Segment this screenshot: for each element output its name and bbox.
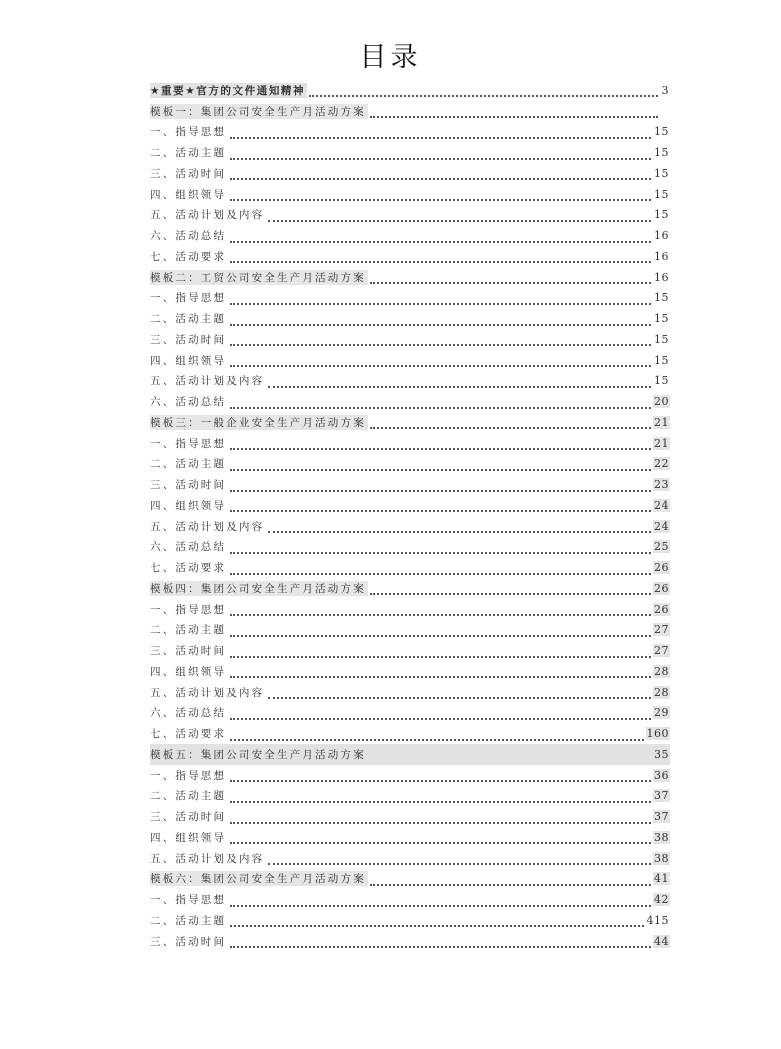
toc-entry[interactable]	[150, 931, 670, 952]
toc-entry[interactable]	[150, 184, 670, 205]
toc-entry[interactable]	[150, 288, 670, 309]
toc-dot-leader	[230, 500, 651, 512]
toc-dot-leader	[230, 168, 651, 180]
toc-dot-leader	[370, 106, 658, 118]
toc-entry[interactable]	[150, 682, 670, 703]
toc-page-number: 29	[654, 706, 669, 720]
toc-entry-label: 七、活动要求	[150, 250, 227, 263]
toc-page-number: 15	[654, 187, 669, 201]
toc-page-number: 3	[661, 83, 669, 97]
toc-page-number: 23	[654, 478, 669, 492]
toc-dot-leader	[230, 563, 651, 575]
toc-entry-label: 一、指导思想	[150, 126, 227, 139]
toc-page-number: 41	[654, 872, 669, 886]
toc-page-number: 24	[654, 519, 669, 533]
toc-entry-label: 五、活动计划及内容	[150, 852, 265, 865]
toc-entry[interactable]	[150, 350, 670, 371]
toc-page-number: 27	[654, 623, 669, 637]
toc-dot-leader	[230, 251, 651, 263]
toc-section-entry[interactable]	[150, 412, 670, 433]
toc-section-entry[interactable]	[150, 80, 670, 101]
toc-page-number: 28	[654, 685, 669, 699]
toc-dot-leader	[268, 376, 651, 388]
toc-entry-label: 四、组织领导	[150, 188, 227, 201]
toc-entry-label: 三、活动时间	[150, 811, 227, 824]
toc-page-number: 38	[654, 830, 669, 844]
toc-entry-label: 一、指导思想	[150, 894, 227, 907]
toc-entry[interactable]	[150, 246, 670, 267]
toc-entry-label: 四、组织领导	[150, 354, 227, 367]
toc-entry-label: 四、组织领导	[150, 665, 227, 678]
toc-entry-label: 六、活动总结	[150, 707, 227, 720]
toc-entry[interactable]	[150, 889, 670, 910]
toc-entry[interactable]	[150, 910, 670, 931]
toc-entry-label: 模板三：一般企业安全生产月活动方案	[150, 416, 366, 429]
toc-entry-label: 模板一：集团公司安全生产月活动方案	[150, 105, 366, 118]
toc-entry[interactable]	[150, 308, 670, 329]
toc-page-number: 25	[654, 540, 669, 554]
toc-entry[interactable]	[150, 786, 670, 807]
toc-page-number: 28	[654, 664, 669, 678]
toc-entry-label: 七、活动要求	[150, 728, 227, 741]
toc-entry-label: 二、活动主题	[150, 790, 227, 803]
toc-dot-leader	[268, 853, 651, 865]
toc-dot-leader	[230, 646, 651, 658]
toc-page-number: 16	[654, 249, 669, 263]
toc-entry[interactable]	[150, 848, 670, 869]
toc-page-number: 15	[654, 166, 669, 180]
toc-entry-label: 模板四：集团公司安全生产月活动方案	[150, 582, 366, 595]
toc-page-number: 37	[654, 810, 669, 824]
toc-dot-leader	[230, 459, 651, 471]
toc-page-number: 44	[654, 934, 669, 948]
toc-page-number: 15	[654, 146, 669, 160]
toc-entry[interactable]	[150, 557, 670, 578]
toc-entry[interactable]	[150, 703, 670, 724]
toc-page-number: 35	[654, 747, 669, 761]
toc-entry-label: 四、组织领导	[150, 831, 227, 844]
toc-page-number: 26	[654, 602, 669, 616]
toc-entry-label: 模板二：工贸公司安全生产月活动方案	[150, 271, 366, 284]
toc-dot-leader	[268, 521, 651, 533]
toc-entry[interactable]	[150, 122, 670, 143]
toc-entry-label: 三、活动时间	[150, 167, 227, 180]
toc-entry-label: 五、活动计划及内容	[150, 375, 265, 388]
toc-dot-leader	[370, 583, 651, 595]
toc-entry[interactable]	[150, 205, 670, 226]
toc-dot-leader	[230, 397, 651, 409]
toc-section-entry[interactable]	[150, 869, 670, 890]
toc-dot-leader	[370, 272, 651, 284]
toc-dot-leader	[230, 915, 643, 927]
toc-page-number: 15	[654, 374, 669, 388]
page-title: 目录	[359, 42, 422, 73]
toc-dot-leader	[230, 314, 651, 326]
toc-entry-label: ★重要★官方的文件通知精神	[150, 84, 306, 97]
toc-entry[interactable]	[150, 537, 670, 558]
toc-entry-label: 二、活动主题	[150, 458, 227, 471]
toc-page-number: 15	[654, 332, 669, 346]
toc-page-number: 15	[654, 291, 669, 305]
table-of-contents	[150, 80, 670, 952]
toc-dot-leader	[230, 127, 651, 139]
toc-section-entry[interactable]	[150, 101, 670, 122]
toc-dot-leader	[230, 832, 651, 844]
toc-dot-leader	[230, 729, 643, 741]
toc-dot-leader	[230, 708, 651, 720]
toc-entry[interactable]	[150, 142, 670, 163]
toc-entry[interactable]	[150, 640, 670, 661]
toc-dot-leader	[230, 334, 651, 346]
toc-page-number: 42	[654, 893, 669, 907]
toc-entry-label: 一、指导思想	[150, 769, 227, 782]
toc-entry-label: 模板六：集团公司安全生产月活动方案	[150, 873, 366, 886]
toc-page-number: 15	[654, 125, 669, 139]
toc-dot-leader	[268, 687, 651, 699]
toc-dot-leader	[230, 895, 651, 907]
toc-entry-label: 三、活动时间	[150, 479, 227, 492]
toc-entry-label: 三、活动时间	[150, 333, 227, 346]
toc-entry-label: 模板五：集团公司安全生产月活动方案	[150, 748, 366, 761]
toc-entry[interactable]	[150, 765, 670, 786]
toc-section-entry[interactable]	[150, 578, 670, 599]
toc-dot-leader	[370, 749, 651, 761]
toc-page-number: 20	[654, 395, 669, 409]
toc-dot-leader	[230, 604, 651, 616]
toc-entry[interactable]	[150, 599, 670, 620]
toc-entry[interactable]	[150, 620, 670, 641]
toc-dot-leader	[230, 666, 651, 678]
toc-entry[interactable]	[150, 391, 670, 412]
toc-entry[interactable]	[150, 329, 670, 350]
toc-dot-leader	[268, 210, 651, 222]
toc-page-number: 15	[654, 208, 669, 222]
toc-entry-label: 七、活动要求	[150, 562, 227, 575]
toc-entry[interactable]	[150, 516, 670, 537]
toc-entry[interactable]	[150, 806, 670, 827]
toc-dot-leader	[230, 355, 651, 367]
toc-page-number: 16	[654, 270, 669, 284]
toc-dot-leader	[230, 148, 651, 160]
toc-dot-leader	[230, 542, 651, 554]
toc-dot-leader	[230, 770, 651, 782]
toc-page-number: 26	[654, 581, 669, 595]
toc-page-number: 15	[654, 312, 669, 326]
toc-entry[interactable]	[150, 163, 670, 184]
toc-page-number: 36	[654, 768, 669, 782]
toc-page-number: 415	[646, 913, 669, 927]
toc-dot-leader	[230, 812, 651, 824]
toc-entry[interactable]	[150, 661, 670, 682]
toc-page-number: 160	[646, 727, 669, 741]
toc-section-entry[interactable]	[150, 744, 670, 765]
toc-entry-label: 三、活动时间	[150, 645, 227, 658]
toc-page-number: 26	[654, 561, 669, 575]
toc-entry[interactable]	[150, 474, 670, 495]
toc-page-number: 24	[654, 498, 669, 512]
toc-dot-leader	[230, 936, 651, 948]
toc-entry-label: 二、活动主题	[150, 624, 227, 637]
toc-dot-leader	[230, 293, 651, 305]
toc-entry[interactable]	[150, 371, 670, 392]
toc-entry-label: 二、活动主题	[150, 147, 227, 160]
toc-dot-leader	[230, 189, 651, 201]
toc-page-number: 16	[654, 229, 669, 243]
toc-entry-label: 一、指导思想	[150, 437, 227, 450]
toc-entry-label: 五、活动计划及内容	[150, 686, 265, 699]
toc-entry-label: 四、组织领导	[150, 499, 227, 512]
toc-entry[interactable]	[150, 495, 670, 516]
toc-entry-label: 五、活动计划及内容	[150, 209, 265, 222]
toc-dot-leader	[230, 480, 651, 492]
toc-entry-label: 二、活动主题	[150, 914, 227, 927]
toc-entry-label: 六、活动总结	[150, 396, 227, 409]
toc-dot-leader	[230, 438, 651, 450]
toc-page-number: 27	[654, 644, 669, 658]
toc-dot-leader	[230, 791, 651, 803]
toc-entry[interactable]	[150, 454, 670, 475]
toc-page-number: 22	[654, 457, 669, 471]
toc-dot-leader	[230, 231, 651, 243]
toc-entry-label: 一、指导思想	[150, 603, 227, 616]
toc-section-entry[interactable]	[150, 267, 670, 288]
toc-page-number: 37	[654, 789, 669, 803]
toc-dot-leader	[309, 85, 658, 97]
toc-entry-label: 六、活动总结	[150, 541, 227, 554]
toc-entry[interactable]	[150, 723, 670, 744]
toc-dot-leader	[230, 625, 651, 637]
toc-page-number: 21	[654, 415, 669, 429]
toc-entry-label: 二、活动主题	[150, 313, 227, 326]
toc-entry-label: 六、活动总结	[150, 230, 227, 243]
toc-entry[interactable]	[150, 433, 670, 454]
toc-entry-label: 一、指导思想	[150, 292, 227, 305]
toc-entry-label: 三、活动时间	[150, 935, 227, 948]
toc-dot-leader	[370, 874, 651, 886]
toc-entry[interactable]	[150, 225, 670, 246]
toc-entry-label: 五、活动计划及内容	[150, 520, 265, 533]
toc-entry[interactable]	[150, 827, 670, 848]
toc-page-number: 15	[654, 353, 669, 367]
toc-page-number: 38	[654, 851, 669, 865]
toc-page-number: 21	[654, 436, 669, 450]
toc-dot-leader	[370, 417, 651, 429]
